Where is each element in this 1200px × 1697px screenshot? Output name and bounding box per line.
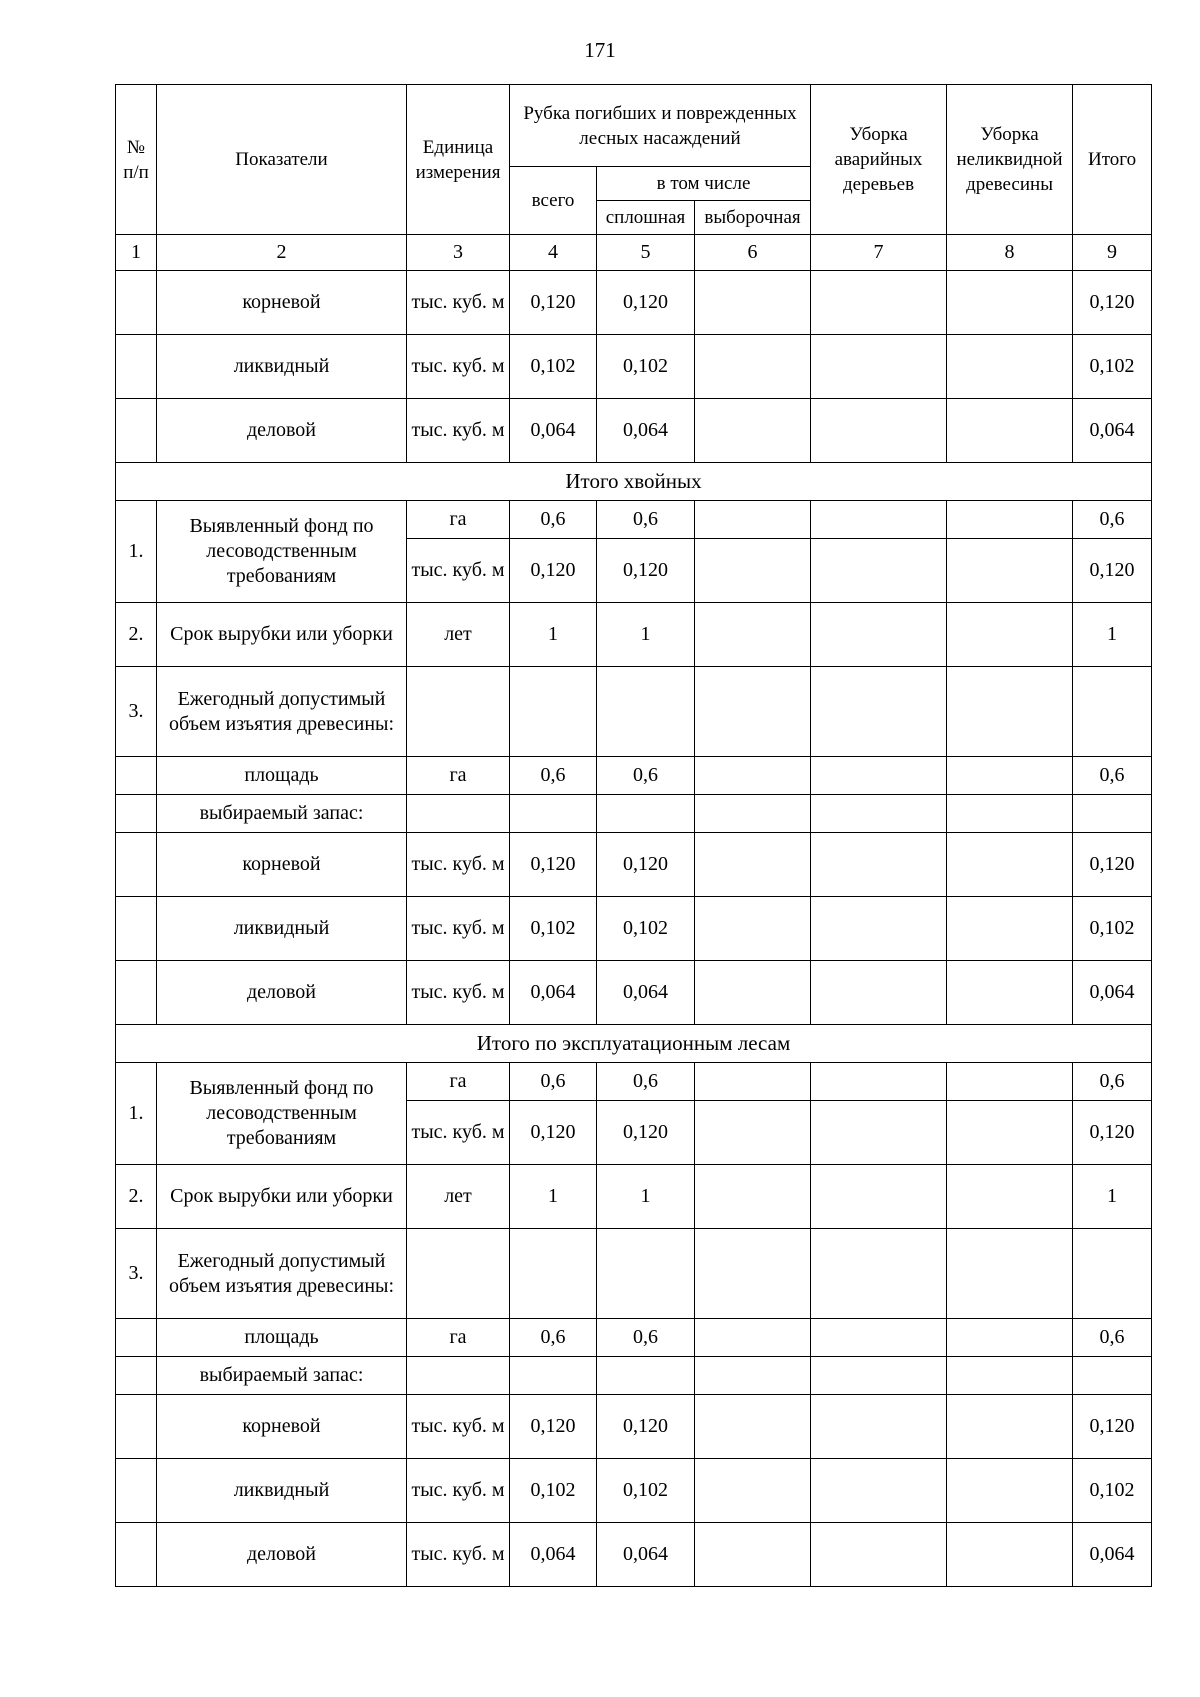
col-number: 4 <box>510 235 597 271</box>
col-number: 1 <box>116 235 157 271</box>
cell-empty <box>695 897 811 961</box>
cell-empty <box>947 833 1073 897</box>
value-cell: 0,120 <box>1073 271 1152 335</box>
cell-empty <box>695 1165 811 1229</box>
cell-empty <box>695 757 811 795</box>
value-cell: 0,102 <box>510 897 597 961</box>
value-cell: 0,120 <box>510 271 597 335</box>
row-number: 2. <box>116 1165 157 1229</box>
value-cell: 0,120 <box>597 833 695 897</box>
value-cell: 0,6 <box>1073 501 1152 539</box>
indicator-label: корневой <box>157 833 407 897</box>
cell-empty <box>407 1357 510 1395</box>
value-cell: 0,6 <box>510 1063 597 1101</box>
value-cell: 0,120 <box>597 539 695 603</box>
header-row <box>116 85 1152 167</box>
cell-empty <box>695 1459 811 1523</box>
cell-empty <box>695 271 811 335</box>
header-indicator: Показатели <box>157 85 407 235</box>
cell-empty <box>811 501 947 539</box>
cell-empty <box>116 1395 157 1459</box>
section-title: Итого по эксплуатационным лесам <box>116 1025 1152 1063</box>
row-number: 2. <box>116 603 157 667</box>
value-cell: 0,102 <box>510 335 597 399</box>
cell-empty <box>811 667 947 757</box>
table-row <box>116 897 1152 961</box>
cell-empty <box>695 1357 811 1395</box>
table-row <box>116 1357 1152 1395</box>
unit-cell: тыс. куб. м <box>407 399 510 463</box>
col-number: 5 <box>597 235 695 271</box>
cell-empty <box>811 1063 947 1101</box>
cell-empty <box>947 399 1073 463</box>
col-number: 6 <box>695 235 811 271</box>
value-cell: 0,6 <box>1073 757 1152 795</box>
cell-empty <box>695 667 811 757</box>
value-cell: 0,064 <box>510 399 597 463</box>
cell-empty <box>811 1165 947 1229</box>
value-cell: 0,102 <box>510 1459 597 1523</box>
value-cell: 0,6 <box>597 757 695 795</box>
unit-cell: га <box>407 1319 510 1357</box>
indicator-label: ликвидный <box>157 897 407 961</box>
cell-empty <box>947 1101 1073 1165</box>
cell-empty <box>116 1319 157 1357</box>
cell-empty <box>695 795 811 833</box>
table-row <box>116 501 1152 539</box>
indicator-label: Ежегодный допустимый объем изъятия древесины: <box>157 667 407 757</box>
cell-empty <box>116 1357 157 1395</box>
cell-empty <box>116 399 157 463</box>
value-cell: 0,064 <box>597 961 695 1025</box>
cell-empty <box>116 795 157 833</box>
cell-empty <box>947 757 1073 795</box>
col-number: 9 <box>1073 235 1152 271</box>
cell-empty <box>947 271 1073 335</box>
cell-empty <box>811 1229 947 1319</box>
cell-empty <box>811 1101 947 1165</box>
cell-empty <box>811 897 947 961</box>
cell-empty <box>407 1229 510 1319</box>
page-number: 171 <box>584 38 616 62</box>
value-cell: 0,102 <box>597 1459 695 1523</box>
unit-cell: га <box>407 501 510 539</box>
cell-empty <box>695 1063 811 1101</box>
table-row <box>116 795 1152 833</box>
cell-empty <box>695 961 811 1025</box>
unit-cell: тыс. куб. м <box>407 961 510 1025</box>
cell-empty <box>811 1459 947 1523</box>
value-cell: 0,064 <box>1073 961 1152 1025</box>
table-row <box>116 1165 1152 1229</box>
cell-empty <box>407 795 510 833</box>
indicator-label: ликвидный <box>157 335 407 399</box>
value-cell: 0,120 <box>597 1101 695 1165</box>
table-row <box>116 271 1152 335</box>
value-cell: 0,120 <box>510 833 597 897</box>
table-row <box>116 1319 1152 1357</box>
table-row <box>116 1063 1152 1101</box>
cell-empty <box>695 1229 811 1319</box>
cell-empty <box>695 539 811 603</box>
cell-empty <box>695 1319 811 1357</box>
table-row <box>116 603 1152 667</box>
unit-cell: тыс. куб. м <box>407 335 510 399</box>
value-cell: 0,064 <box>510 1523 597 1587</box>
unit-cell: лет <box>407 603 510 667</box>
cell-empty <box>597 667 695 757</box>
cell-empty <box>947 1229 1073 1319</box>
cell-empty <box>116 897 157 961</box>
row-number: 1. <box>116 501 157 603</box>
value-cell: 0,6 <box>597 1319 695 1357</box>
cell-empty <box>947 501 1073 539</box>
table-row <box>116 1523 1152 1587</box>
cell-empty <box>947 1395 1073 1459</box>
header-sub-including: в том числе <box>597 167 811 201</box>
value-cell: 0,120 <box>510 1101 597 1165</box>
cell-empty <box>597 1229 695 1319</box>
indicator-label: выбираемый запас: <box>157 1357 407 1395</box>
table-row <box>116 335 1152 399</box>
indicator-label: выбираемый запас: <box>157 795 407 833</box>
header-unit: Единица измерения <box>407 85 510 235</box>
cell-empty <box>407 667 510 757</box>
cell-empty <box>695 399 811 463</box>
header-sub-selective: выборочная <box>695 201 811 235</box>
value-cell: 1 <box>1073 603 1152 667</box>
table-row <box>116 961 1152 1025</box>
header-sub-clear: сплошная <box>597 201 695 235</box>
value-cell: 1 <box>597 1165 695 1229</box>
cell-empty <box>947 961 1073 1025</box>
cell-empty <box>947 667 1073 757</box>
indicator-label: Ежегодный допустимый объем изъятия древесины: <box>157 1229 407 1319</box>
table-row <box>116 1395 1152 1459</box>
value-cell: 1 <box>1073 1165 1152 1229</box>
cell-empty <box>695 833 811 897</box>
cell-empty <box>947 1523 1073 1587</box>
column-number-row <box>116 235 1152 271</box>
col-number: 3 <box>407 235 510 271</box>
cell-empty <box>1073 795 1152 833</box>
table-row <box>116 1459 1152 1523</box>
cell-empty <box>811 539 947 603</box>
value-cell: 0,6 <box>1073 1319 1152 1357</box>
table-row <box>116 667 1152 757</box>
unit-cell: тыс. куб. м <box>407 1523 510 1587</box>
value-cell: 0,102 <box>1073 335 1152 399</box>
indicator-label: деловой <box>157 1523 407 1587</box>
cell-empty <box>811 961 947 1025</box>
cell-empty <box>811 1395 947 1459</box>
table-row <box>116 399 1152 463</box>
value-cell: 1 <box>510 1165 597 1229</box>
value-cell: 0,102 <box>1073 897 1152 961</box>
cell-empty <box>811 399 947 463</box>
indicator-label: деловой <box>157 961 407 1025</box>
cell-empty <box>695 1523 811 1587</box>
cell-empty <box>695 1101 811 1165</box>
header-num: № п/п <box>116 85 157 235</box>
value-cell: 0,064 <box>1073 399 1152 463</box>
header-nonliquid: Уборка неликвидной древесины <box>947 85 1073 235</box>
cell-empty <box>811 1319 947 1357</box>
section-title-row <box>116 1025 1152 1063</box>
cell-empty <box>811 1357 947 1395</box>
unit-cell: га <box>407 1063 510 1101</box>
cell-empty <box>1073 1357 1152 1395</box>
value-cell: 0,102 <box>597 897 695 961</box>
unit-cell: тыс. куб. м <box>407 1395 510 1459</box>
row-number: 3. <box>116 667 157 757</box>
value-cell: 0,064 <box>597 1523 695 1587</box>
indicator-label: Срок вырубки или уборки <box>157 1165 407 1229</box>
cell-empty <box>510 1229 597 1319</box>
cell-empty <box>116 757 157 795</box>
cell-empty <box>947 335 1073 399</box>
value-cell: 1 <box>597 603 695 667</box>
unit-cell: тыс. куб. м <box>407 1459 510 1523</box>
cell-empty <box>947 1319 1073 1357</box>
indicator-label: корневой <box>157 1395 407 1459</box>
row-number: 3. <box>116 1229 157 1319</box>
value-cell: 0,6 <box>510 757 597 795</box>
cell-empty <box>695 501 811 539</box>
forest-felling-table <box>115 84 1152 1587</box>
value-cell: 0,102 <box>1073 1459 1152 1523</box>
cell-empty <box>1073 1229 1152 1319</box>
table-row <box>116 757 1152 795</box>
cell-empty <box>947 1165 1073 1229</box>
indicator-label: Выявленный фонд по лесоводственным требованиям <box>157 501 407 603</box>
unit-cell: лет <box>407 1165 510 1229</box>
cell-empty <box>510 795 597 833</box>
indicator-label: корневой <box>157 271 407 335</box>
unit-cell: тыс. куб. м <box>407 539 510 603</box>
header-total: Итого <box>1073 85 1152 235</box>
value-cell: 0,6 <box>510 1319 597 1357</box>
value-cell: 0,064 <box>510 961 597 1025</box>
header-felling: Рубка погибших и поврежденных лесных насаждений <box>510 85 811 167</box>
cell-empty <box>947 897 1073 961</box>
section-title-row <box>116 463 1152 501</box>
cell-empty <box>811 757 947 795</box>
value-cell: 0,120 <box>1073 1101 1152 1165</box>
indicator-label: Срок вырубки или уборки <box>157 603 407 667</box>
cell-empty <box>116 833 157 897</box>
cell-empty <box>811 603 947 667</box>
cell-empty <box>1073 667 1152 757</box>
value-cell: 0,064 <box>1073 1523 1152 1587</box>
value-cell: 0,120 <box>1073 833 1152 897</box>
cell-empty <box>811 833 947 897</box>
cell-empty <box>695 1395 811 1459</box>
unit-cell: тыс. куб. м <box>407 897 510 961</box>
cell-empty <box>116 1523 157 1587</box>
cell-empty <box>947 539 1073 603</box>
col-number: 7 <box>811 235 947 271</box>
cell-empty <box>811 1523 947 1587</box>
cell-empty <box>695 603 811 667</box>
cell-empty <box>510 667 597 757</box>
col-number: 8 <box>947 235 1073 271</box>
section-title: Итого хвойных <box>116 463 1152 501</box>
value-cell: 0,6 <box>510 501 597 539</box>
cell-empty <box>116 271 157 335</box>
cell-empty <box>597 1357 695 1395</box>
value-cell: 0,6 <box>1073 1063 1152 1101</box>
cell-empty <box>597 795 695 833</box>
table-row <box>116 833 1152 897</box>
value-cell: 0,120 <box>510 1395 597 1459</box>
cell-empty <box>947 1357 1073 1395</box>
cell-empty <box>811 271 947 335</box>
value-cell: 0,064 <box>597 399 695 463</box>
value-cell: 0,120 <box>1073 539 1152 603</box>
header-sub-total: всего <box>510 167 597 235</box>
value-cell: 0,120 <box>597 1395 695 1459</box>
indicator-label: площадь <box>157 1319 407 1357</box>
unit-cell: га <box>407 757 510 795</box>
table-row <box>116 1229 1152 1319</box>
indicator-label: площадь <box>157 757 407 795</box>
cell-empty <box>947 603 1073 667</box>
value-cell: 0,102 <box>597 335 695 399</box>
indicator-label: деловой <box>157 399 407 463</box>
value-cell: 0,6 <box>597 1063 695 1101</box>
cell-empty <box>947 1459 1073 1523</box>
unit-cell: тыс. куб. м <box>407 833 510 897</box>
indicator-label: Выявленный фонд по лесоводственным требованиям <box>157 1063 407 1165</box>
indicator-label: ликвидный <box>157 1459 407 1523</box>
value-cell: 0,120 <box>510 539 597 603</box>
unit-cell: тыс. куб. м <box>407 271 510 335</box>
unit-cell: тыс. куб. м <box>407 1101 510 1165</box>
value-cell: 1 <box>510 603 597 667</box>
cell-empty <box>510 1357 597 1395</box>
cell-empty <box>811 795 947 833</box>
cell-empty <box>695 335 811 399</box>
cell-empty <box>116 1459 157 1523</box>
col-number: 2 <box>157 235 407 271</box>
cell-empty <box>116 335 157 399</box>
value-cell: 0,120 <box>1073 1395 1152 1459</box>
cell-empty <box>947 1063 1073 1101</box>
cell-empty <box>811 335 947 399</box>
value-cell: 0,120 <box>597 271 695 335</box>
cell-empty <box>116 961 157 1025</box>
cell-empty <box>947 795 1073 833</box>
header-emergency: Уборка аварийных деревьев <box>811 85 947 235</box>
row-number: 1. <box>116 1063 157 1165</box>
value-cell: 0,6 <box>597 501 695 539</box>
